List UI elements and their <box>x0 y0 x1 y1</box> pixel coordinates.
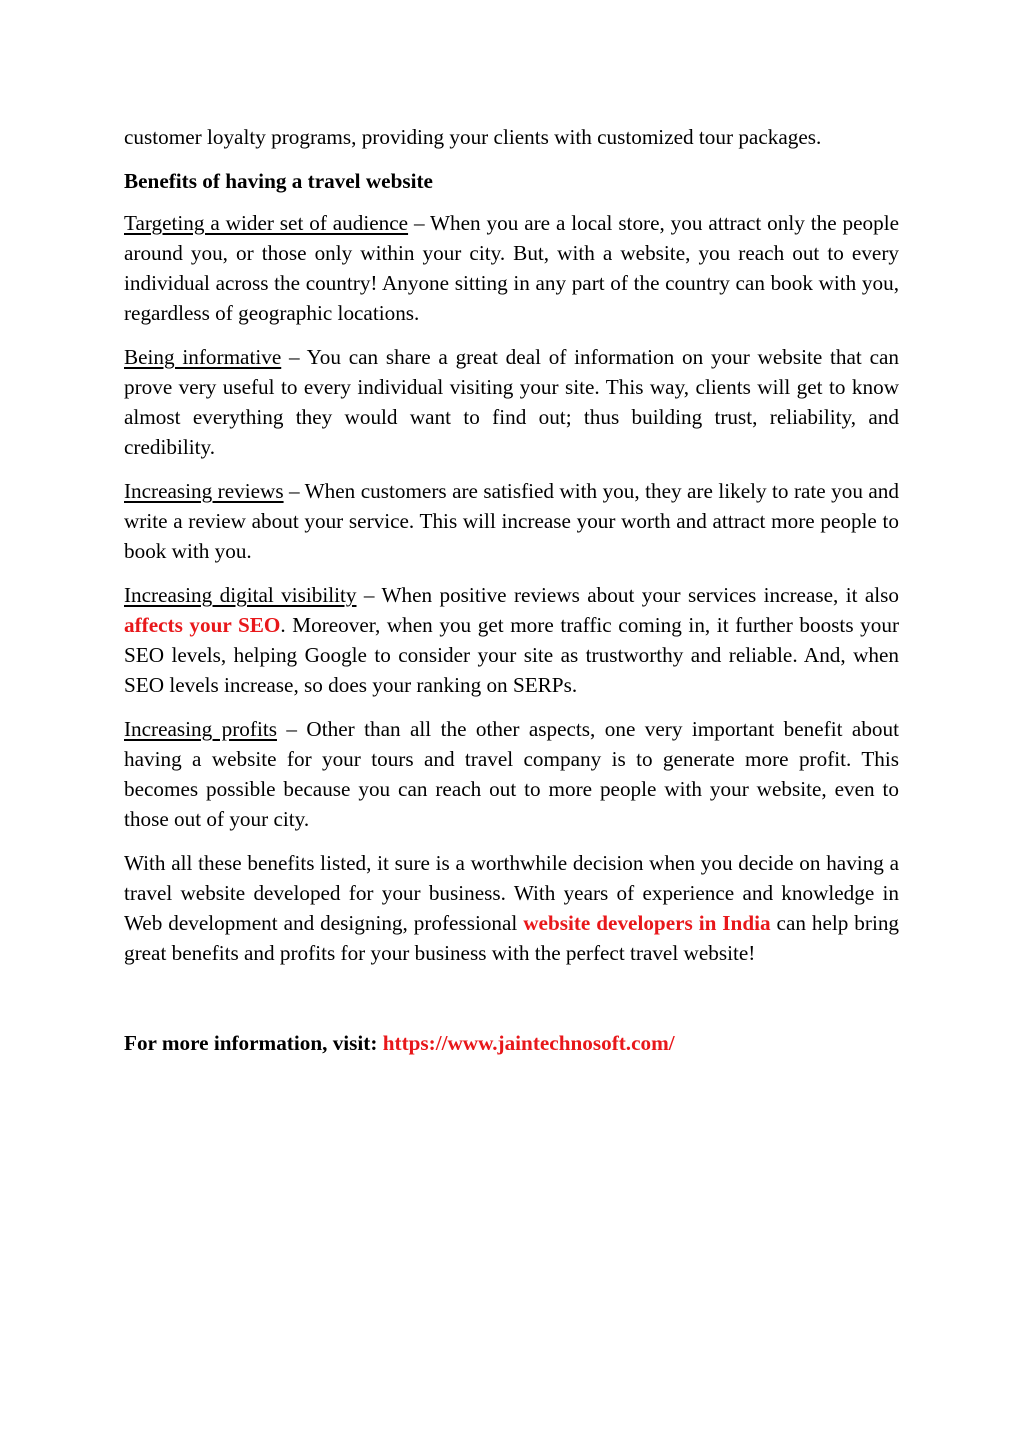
benefit-text-after: . Moreover, when you get more traffic coming in, it further boosts your SEO levels, helping Google to consider your site as trustworthy and reliable. And, when SEO levels increase, so does your ranking on SERPs. <box>124 613 899 697</box>
footer-label: For more information, visit: <box>124 1031 383 1055</box>
benefit-text: – You can share a great deal of information on your website that can prove very useful to every individual visiting your site. This way, clients will get to know almost everything they would want to find out; thus building trust, reliability, and credibility. <box>124 345 899 459</box>
benefit-title: Targeting a wider set of audience <box>124 211 409 235</box>
benefit-title: Increasing reviews <box>124 479 284 503</box>
benefit-title: Increasing profits <box>124 717 277 741</box>
benefit-title: Increasing digital visibility <box>124 583 357 607</box>
benefit-text: – When customers are satisfied with you, they are likely to rate you and write a review about your service. This will increase your worth and attract more people to book with you. <box>124 479 899 563</box>
intro-text: customer loyalty programs, providing your clients with customized tour packages. <box>124 125 822 149</box>
spacer <box>124 982 899 1028</box>
benefit-paragraph-informative <box>124 342 899 462</box>
website-developers-link[interactable]: website developers in India <box>523 911 771 935</box>
benefit-text-before: – When positive reviews about your services increase, it also <box>356 583 899 607</box>
benefit-text: – Other than all the other aspects, one very important benefit about having a website for your tours and travel company is to generate more profit. This becomes possible because you can reach out to more people with your website, even to those out of your city. <box>124 717 899 831</box>
benefit-text: – When you are a local store, you attract only the people around you, or those only within your city. But, with a website, you reach out to every individual across the country! Anyone sitting in any part of the country can book with you, regardless of geographic locations. <box>124 211 899 325</box>
intro-paragraph <box>124 122 899 152</box>
benefit-paragraph-visibility <box>124 580 899 700</box>
benefit-paragraph-reviews <box>124 476 899 566</box>
document-page <box>124 122 899 1072</box>
seo-link[interactable]: affects your SEO <box>124 613 281 637</box>
conclusion-text-before: With all these benefits listed, it sure is a worthwhile decision when you decide on having a travel website developed for your business. With years of experience and knowledge in Web development and designing, professional <box>124 851 899 935</box>
section-heading: Benefits of having a travel website <box>124 169 433 193</box>
footer-url-link[interactable]: https://www.jaintechnosoft.com/ <box>382 1031 675 1055</box>
benefit-title: Being informative <box>124 345 282 369</box>
conclusion-paragraph <box>124 848 899 968</box>
benefit-paragraph-profits <box>124 714 899 834</box>
footer-line <box>124 1028 899 1058</box>
conclusion-text-after: can help bring great benefits and profits for your business with the perfect travel website! <box>124 911 900 965</box>
benefit-paragraph-audience <box>124 208 899 328</box>
